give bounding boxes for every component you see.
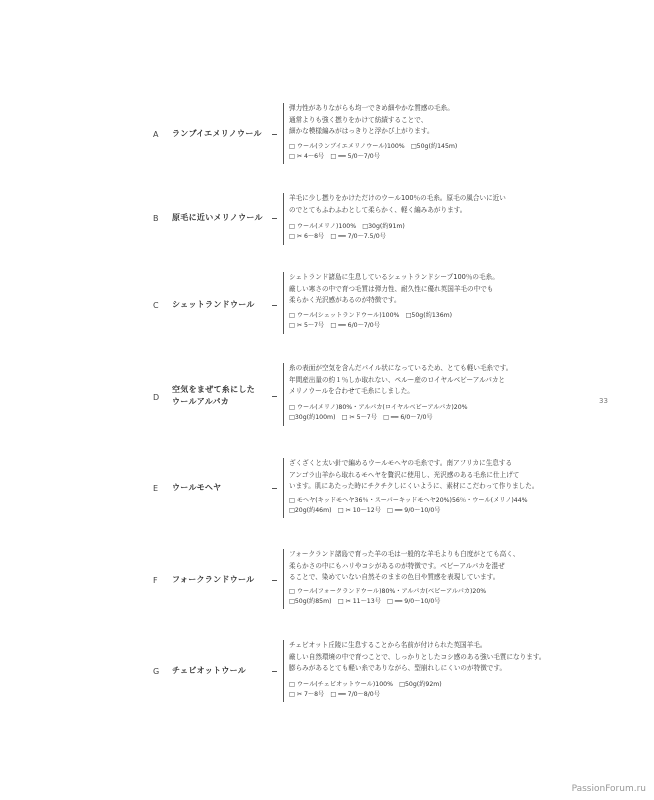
description-line: チェビオット丘陵に生息することから名前が付けられた英国羊毛。 [289, 641, 487, 649]
yarn-name [172, 384, 272, 408]
description-line: シェトランド諸島に生息しているシェットランドシープ100％の毛糸。 [289, 273, 499, 281]
entry-letter: A [153, 130, 159, 139]
watermark: PassionForum.ru [571, 784, 646, 794]
divider-line [283, 363, 284, 426]
connector-tick [272, 580, 277, 581]
description-line: 膨らみがあるとても軽い糸でありながら、型崩れしにくいのが特徴です。 [289, 664, 507, 672]
description-line: 厳しい自然環境の中で育つことで、しっかりとしたコシ感のある強い毛質になります。 [289, 652, 546, 661]
description-line: ざくざくと太い針で編めるウールモヘヤの毛糸です。南アフリカに生息する [289, 459, 513, 467]
spec-line: □ ✂ 5～7号 □ ━━ 6/0～7/0号 [289, 322, 380, 329]
description-line: 羊毛に少し撚りをかけただけのウール100％の毛糸。原毛の風合いに近い [289, 194, 506, 202]
yarn-spec [289, 403, 579, 423]
yarn-spec [289, 496, 579, 516]
yarn-spec [289, 311, 579, 331]
yarn-name: ランブイエメリノウール [172, 129, 262, 138]
description-line: フォークランド諸島で育った羊の毛は一般的な羊毛よりも白度がとても高く、 [289, 550, 520, 558]
yarn-spec [289, 587, 579, 607]
spec-line: □ モヘヤ(キッドモヘヤ36％・スーパーキッドモヘヤ20%)56％・ウール(メリノ)44% [289, 497, 528, 504]
entry-letter: E [153, 484, 159, 493]
yarn-name: ウールモヘヤ [172, 483, 222, 492]
description-line: 年間産出量の約１％しか取れない、ペルー産のロイヤルベビーアルパカと [289, 375, 506, 384]
description-line: ることで、染めていない自然そのままの色目や質感を表現しています。 [289, 573, 500, 581]
spec-line: □30g(約100m) □ ✂ 5～7号 □ ━━ 6/0～7/0号 [289, 414, 433, 421]
spec-line: □50g(約85m) □ ✂ 11～13号 □ ━━ 9/0～10/0号 [289, 598, 441, 605]
description-line: アンゴラ山羊から取れるモヘヤを贅沢に使用し、光沢感のある毛糸に仕上げて [289, 470, 520, 479]
description-line: のでとてもふわふわとして柔らかく、軽く編みあがります。 [289, 205, 467, 214]
spec-line: □ ✂ 6～8号 □ ━━ 7/0～7.5/0号 [289, 233, 386, 240]
entry-letter: C [153, 301, 159, 310]
yarn-spec [289, 142, 579, 162]
description-line: 糸の表面が空気を含んだパイル状になっているため、とても軽い毛糸です。 [289, 364, 513, 372]
connector-tick [272, 488, 277, 489]
yarn-description [289, 103, 579, 138]
divider-line [283, 193, 284, 245]
yarn-name-line: ウールアルパカ [172, 397, 230, 406]
divider-line [283, 458, 284, 518]
yarn-name: シェットランドウール [172, 300, 255, 309]
connector-tick [272, 134, 277, 135]
connector-tick [272, 671, 277, 672]
spec-line: □ ウール(メリノ)100% □30g(約91m) [289, 223, 405, 230]
description-line: 通常よりも強く撚りをかけて紡績することで、 [289, 115, 428, 124]
spec-line: □ ウール(シェットランドウール)100% □50g(約136m) [289, 312, 453, 319]
yarn-description [289, 458, 579, 493]
yarn-name: フォークランドウール [172, 575, 255, 584]
yarn-name: チェビオットウール [172, 666, 247, 675]
connector-tick [272, 305, 277, 306]
entry-letter: D [153, 393, 160, 402]
divider-line [283, 549, 284, 609]
description-line: 細かな模様編みがはっきりと浮かび上がります。 [289, 127, 434, 135]
yarn-description [289, 272, 579, 307]
spec-line: □ ウール(チェビオットウール)100% □50g(約92m) [289, 681, 442, 688]
description-line: 弾力性がありながらも均一できめ細やかな質感の毛糸。 [289, 104, 454, 112]
divider-line [283, 103, 284, 164]
spec-line: □ ✂ 4～6号 □ ━━ 5/0～7/0号 [289, 153, 380, 160]
yarn-description [289, 549, 579, 584]
description-line: 柔らかさの中にもハリやコシがあるのが特徴です。ベビーアルパカを混ぜ [289, 561, 505, 570]
spec-line: □ ウール(フォークランドウール)80%・アルパカ(ベビーアルパカ)20% [289, 588, 487, 595]
spec-line: □20g(約46m) □ ✂ 10～12号 □ ━━ 9/0～10/0号 [289, 507, 441, 514]
yarn-spec [289, 680, 579, 700]
entry-letter: F [153, 576, 158, 585]
divider-line [283, 272, 284, 334]
entry-letter: B [153, 214, 159, 223]
yarn-description [289, 640, 579, 675]
yarn-name-line: 空気をまぜて糸にした [172, 385, 255, 394]
spec-line: □ ウール(ランブイエメリノウール)100% □50g(約145m) [289, 143, 458, 150]
spec-line: □ ✂ 7～8号 □ ━━ 7/0～8/0号 [289, 691, 380, 698]
connector-tick [272, 218, 277, 219]
page-number: 33 [599, 397, 608, 405]
description-line: メリノウールを合わせて毛糸にしました。 [289, 387, 414, 395]
description-line: います。肌にあたった時にチクチクしにくいように、素材にこだわって作りました。 [289, 482, 539, 490]
divider-line [283, 640, 284, 702]
description-line: 柔らかく光沢感があるのが特徴です。 [289, 296, 401, 304]
yarn-description [289, 193, 579, 216]
connector-tick [272, 396, 277, 397]
entry-letter: G [153, 667, 160, 676]
yarn-spec [289, 222, 579, 242]
spec-line: □ ウール(メリノ)80%・アルパカ(ロイヤルベビーアルパカ)20% [289, 404, 468, 411]
yarn-description [289, 363, 579, 398]
yarn-name: 原毛に近いメリノウール [172, 213, 263, 222]
description-line: 厳しい寒さの中で育つ毛質は弾力性、耐久性に優れ英国羊毛の中でも [289, 284, 494, 293]
